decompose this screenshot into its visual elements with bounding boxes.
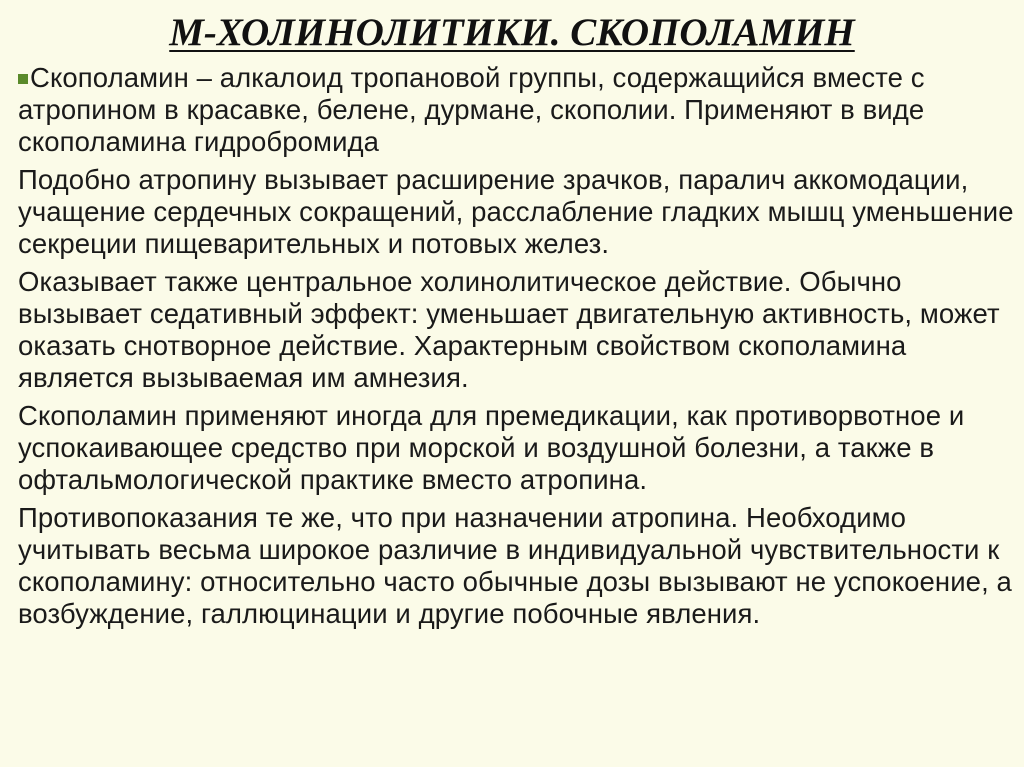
slide-title [0,10,1024,56]
paragraph-3 [18,266,1014,394]
slide-title-text: М-ХОЛИНОЛИТИКИ. СКОПОЛАМИН [169,11,855,54]
square-bullet-icon [18,74,28,84]
paragraph-3-text: Оказывает также центральное холинолитическое действие. Обычно вызывает седативный эффект: уменьшает двигательную активность, может оказать снотворное действие. Характерным свойством скополамина является вызываемая им амнезия. [18,266,1000,393]
paragraph-1 [18,62,1014,158]
paragraph-5-text: Противопоказания те же, что при назначении атропина. Необходимо учитывать весьма широкое различие в индивидуальной чувствительности к скополамину: относительно часто обычные дозы вызывают не успокоение, а возбуждение, галлюцинации и другие побочные явления. [18,502,1012,629]
paragraph-2 [18,164,1014,260]
paragraph-4-text: Скополамин применяют иногда для премедикации, как противорвотное и успокаивающее средство при морской и воздушной болезни, а также в офтальмологической практике вместо атропина. [18,400,965,495]
slide-body [18,62,1014,636]
paragraph-1-text: Скополамин – алкалоид тропановой группы, содержащийся вместе с атропином в красавке, белене, дурмане, скополии. Применяют в виде скополамина гидробромида [18,62,925,157]
paragraph-5 [18,502,1014,630]
paragraph-4 [18,400,1014,496]
paragraph-2-text: Подобно атропину вызывает расширение зрачков, паралич аккомодации, учащение сердечных сокращений, расслабление гладких мышц уменьшение секреции пищеварительных и потовых желез. [18,164,1014,259]
